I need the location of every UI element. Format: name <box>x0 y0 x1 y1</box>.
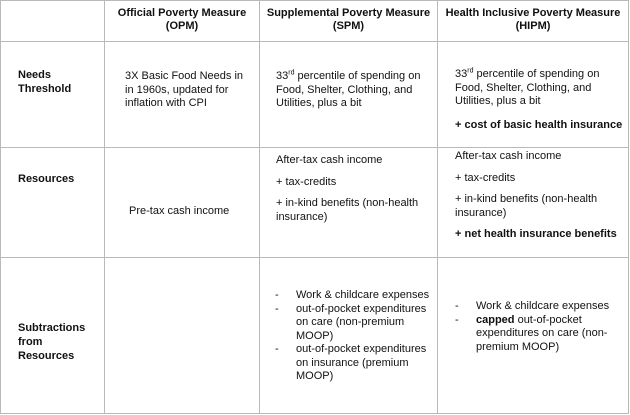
resources-hipm-in-kind: insurance) <box>455 206 507 219</box>
needs-opm-cell <box>105 42 260 148</box>
subtractions-spm-cell <box>260 258 438 413</box>
bullet-dash: - <box>275 343 279 355</box>
subtractions-spm-bullet: - Work & childcare expenses <box>275 289 430 301</box>
header-hipm <box>438 1 628 42</box>
needs-hipm-line: Utilities, plus a bit <box>455 95 541 107</box>
subtractions-spm-bullet: - out-of-pocket expenditures on insurance (premium MOOP) <box>275 343 427 382</box>
resources-spm-cell <box>260 148 438 258</box>
resources-spm-in-kind: insurance) <box>276 210 328 223</box>
bullet-dash: - <box>275 289 279 301</box>
needs-opm-line: 3X Basic Food Needs in <box>125 70 244 82</box>
header-spm-abbr: (SPM) <box>332 20 365 32</box>
header-spm <box>260 1 438 42</box>
row-label-resources: Resources <box>1 148 105 258</box>
row-label-subtractions: Subtractions from Resources <box>1 258 105 413</box>
subtractions-opm-cell <box>105 258 260 413</box>
needs-spm-line: Utilities, plus a bit <box>276 97 362 109</box>
bullet-dash: - <box>275 302 279 315</box>
bullet-dash: - <box>455 300 459 312</box>
header-opm-title: Official Poverty Measure <box>117 7 247 19</box>
needs-hipm-line: 33rd percentile of spending on <box>455 67 600 80</box>
needs-hipm-cell <box>438 42 628 148</box>
resources-spm-tax-credits: + tax-credits <box>276 175 337 188</box>
subtractions-hipm-bullet: - capped out-of-pocket expenditures on care (non- premium MOOP) <box>455 313 608 353</box>
capped-label: capped <box>476 313 515 326</box>
bullet-dash: - <box>455 313 459 326</box>
subtractions-hipm-bullet: - Work & childcare expenses <box>455 300 610 312</box>
resources-opm-text: Pre-tax cash income <box>129 205 230 217</box>
resources-hipm-net-health-benefits: + net health insurance benefits <box>455 228 617 240</box>
needs-opm-line: inflation with CPI <box>125 97 207 109</box>
row-label-needs-threshold: Needs Threshold <box>1 42 105 148</box>
resources-opm-cell <box>105 148 260 258</box>
needs-hipm-line: Food, Shelter, Clothing, and <box>455 81 592 94</box>
needs-hipm-health-insurance-cost: + cost of basic health insurance <box>455 118 623 131</box>
resources-spm-in-kind: + in-kind benefits (non-health <box>276 197 419 209</box>
header-hipm-title: Health Inclusive Poverty Measure <box>445 7 621 19</box>
resources-hipm-tax-credits: + tax-credits <box>455 171 516 184</box>
header-spm-title: Supplemental Poverty Measure <box>266 7 431 19</box>
resources-hipm-after-tax: After-tax cash income <box>455 150 562 162</box>
header-corner-cell <box>1 1 105 42</box>
needs-spm-line: 33rd percentile of spending on <box>276 69 421 82</box>
needs-spm-line: Food, Shelter, Clothing, and <box>276 83 413 96</box>
resources-hipm-in-kind: + in-kind benefits (non-health <box>455 193 598 205</box>
header-opm-abbr: (OPM) <box>165 20 199 32</box>
resources-hipm-cell <box>438 148 628 258</box>
header-hipm-abbr: (HIPM) <box>515 20 551 32</box>
resources-spm-after-tax: After-tax cash income <box>276 154 383 166</box>
subtractions-hipm-cell <box>438 258 628 413</box>
needs-opm-line: in 1960s, updated for <box>125 83 229 96</box>
subtractions-spm-bullet: - out-of-pocket expenditures on care (non-premium MOOP) <box>275 302 427 342</box>
needs-spm-cell <box>260 42 438 148</box>
header-opm <box>105 1 260 42</box>
